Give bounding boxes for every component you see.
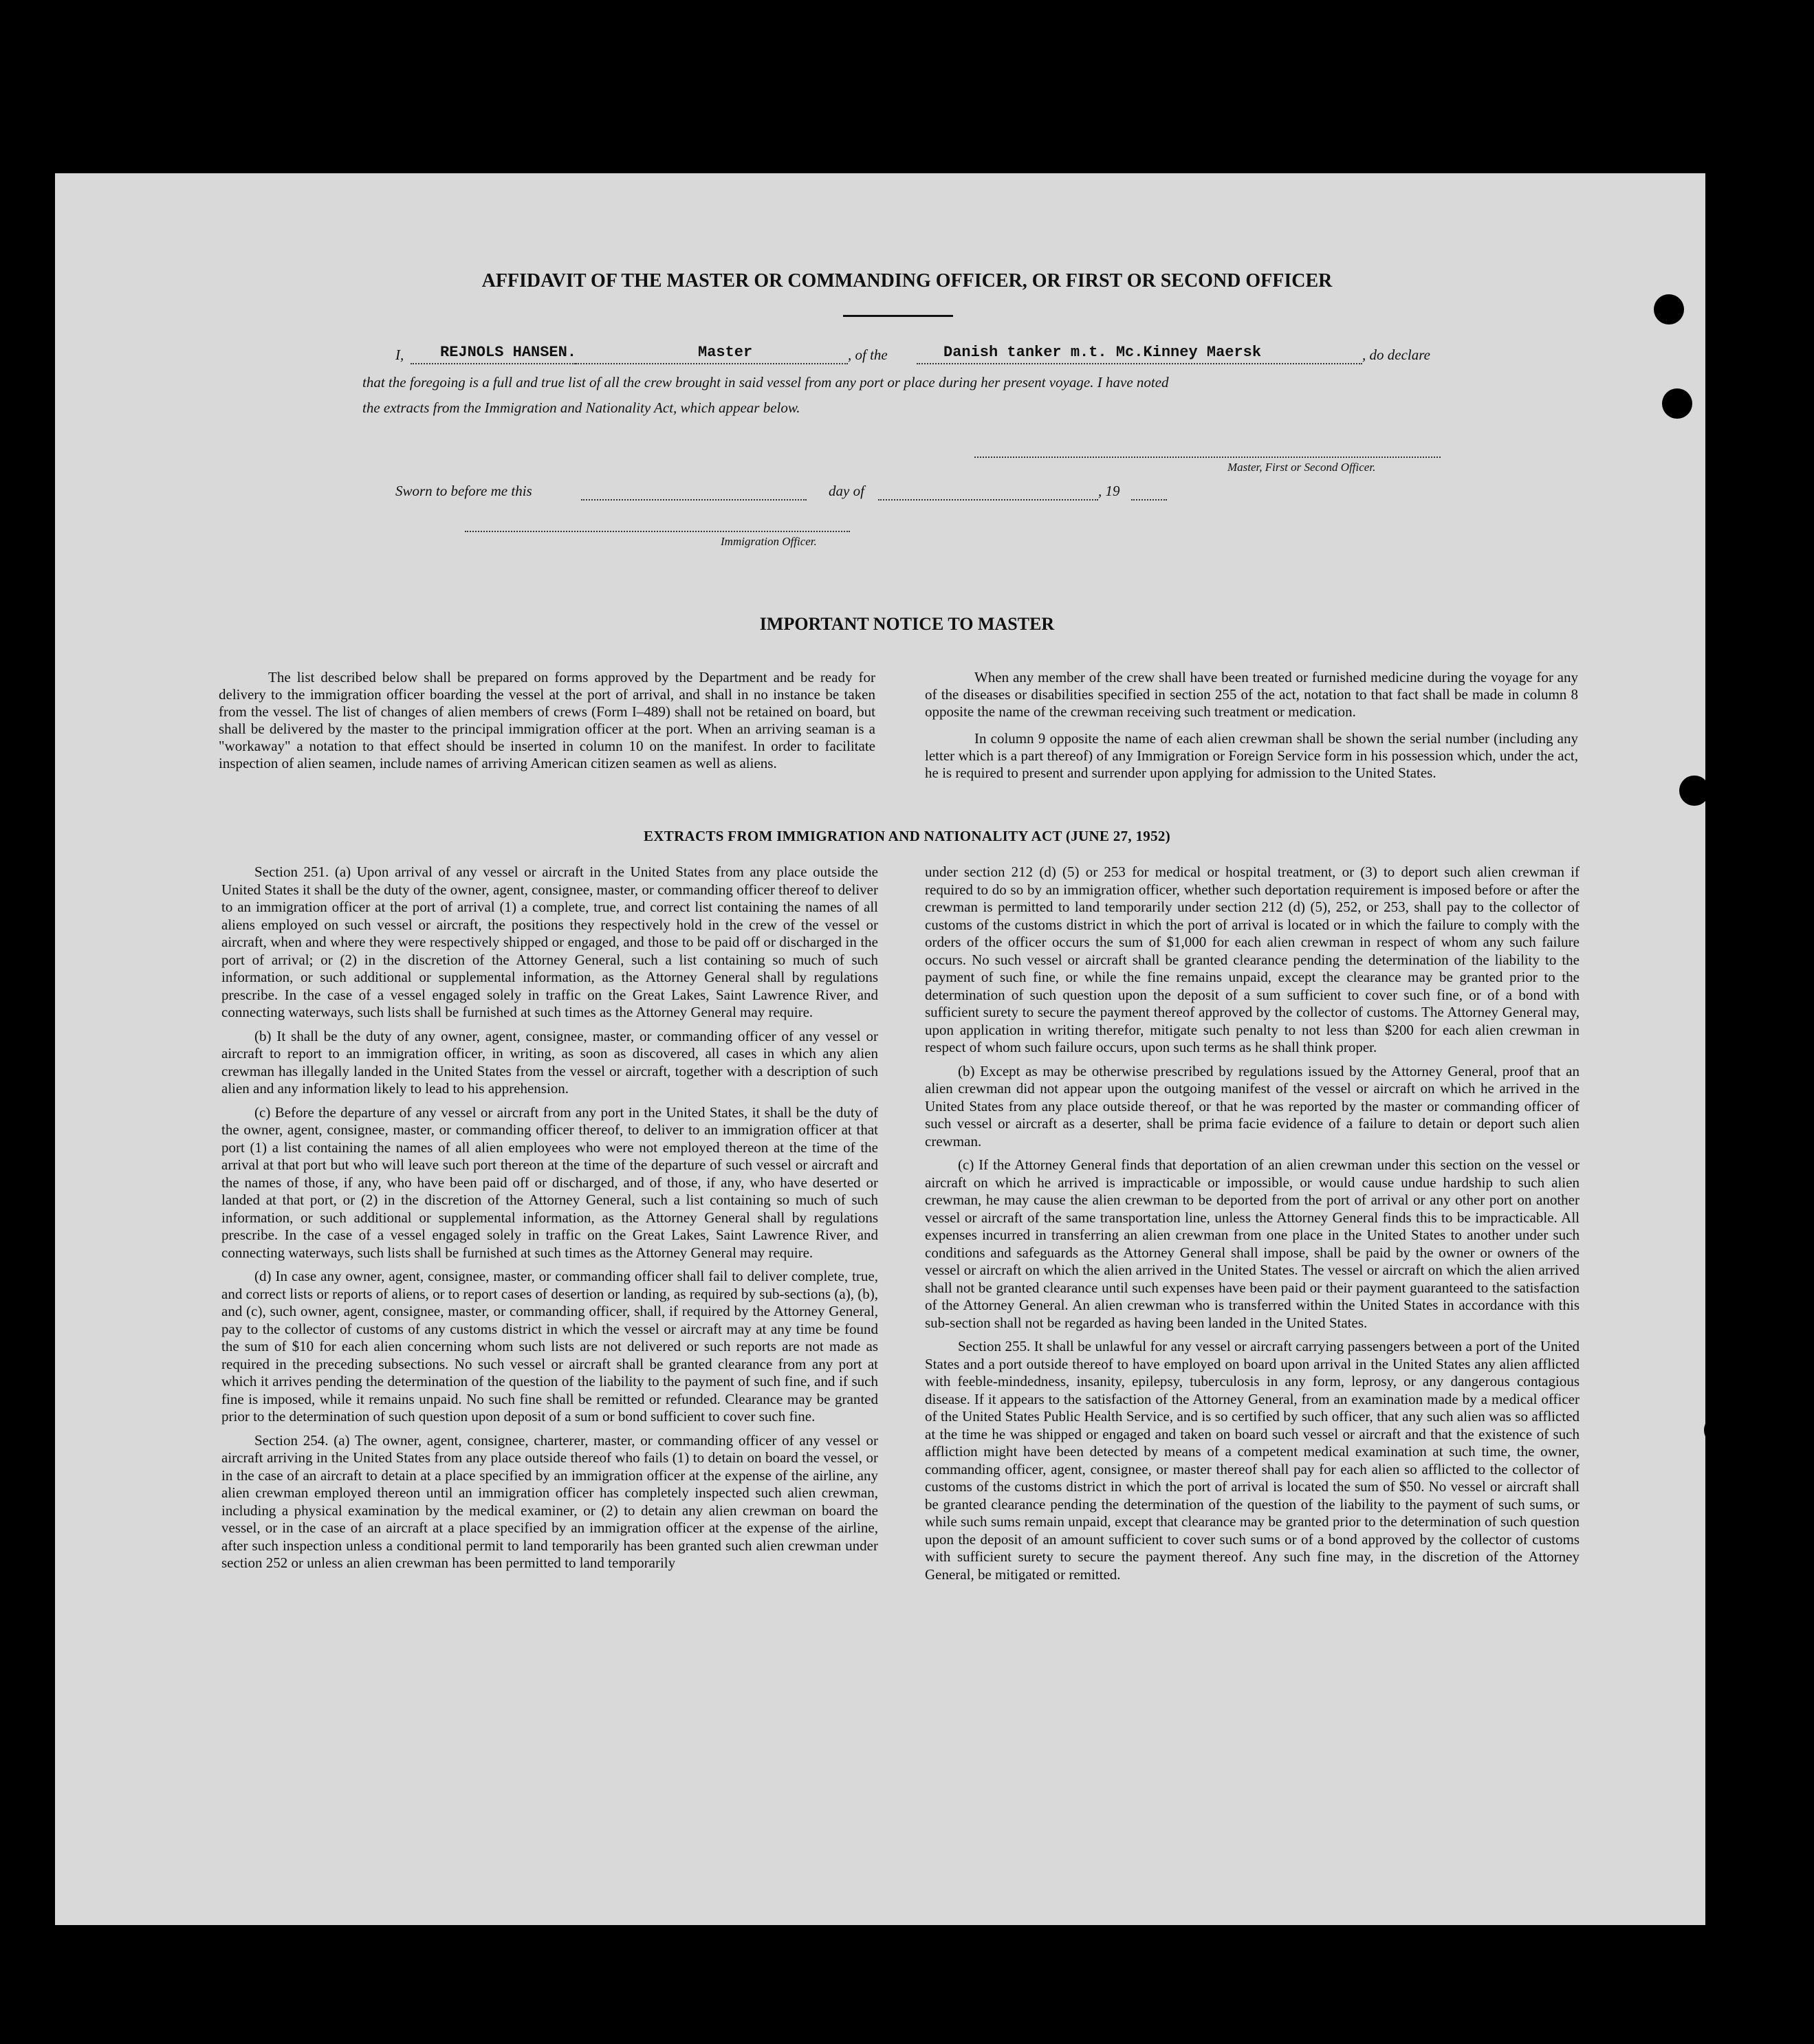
- extracts-right-column: [925, 864, 1580, 1590]
- year-blank: [1131, 499, 1167, 501]
- notice-right-column: [925, 669, 1578, 791]
- notice-title: IMPORTANT NOTICE TO MASTER: [759, 614, 1055, 634]
- officer-signature-line: [974, 457, 1441, 458]
- i-label: I,: [395, 347, 404, 363]
- affidavit-line-3: the extracts from the Immigration and Nationality Act, which appear below.: [362, 399, 800, 416]
- title-divider: [843, 315, 953, 317]
- punch-hole: [1679, 776, 1709, 806]
- vessel-blank: [917, 363, 1362, 364]
- affidavit-title: AFFIDAVIT OF THE MASTER OR COMMANDING OFFICER, OR FIRST OR SECOND OFFICER: [481, 270, 1333, 292]
- act-paragraph: Section 255. It shall be unlawful for any vessel or aircraft carrying passengers between a port of the United States and a port outside thereof to have employed on board upon arrival in the United States any alien afflicted with feeble-mindedness, insanity, epilepsy, tuberculosis in any form, leprosy, or any dangerous contagious disease. If it appears to the satisfaction of the Attorney General, from an examination made by a medical officer of the United States Public Health Service, and is so certified by such officer, that any such alien was so afflicted at the time he was shipped or engaged and taken on board such vessel or aircraft and that the existence of such affliction might have been detected by means of a competent medical examination at such time, the owner, commanding officer, agent, consignee, or master thereof shall pay for each alien so afflicted to the collector of customs of the customs district in which the port of arrival is located the sum of $50. No vessel or aircraft shall be granted clearance pending the determination of the question of the liability to the payment of such sums, or while such sums remain unpaid, except that clearance may be granted prior to the determination of such question upon the deposit of an amount sufficient to cover such sums or of a bond approved by the collector of customs with sufficient surety to secure the payment thereof. Any such fine may, in the discretion of the Attorney General, be mitigated or remitted.: [925, 1338, 1580, 1583]
- vessel-name: Danish tanker m.t. Mc.Kinney Maersk: [943, 344, 1262, 361]
- affidavit-declaration-line: [395, 344, 1441, 369]
- immigration-officer-caption: Immigration Officer.: [721, 535, 817, 548]
- notice-left-column: [219, 669, 875, 782]
- notice-paragraph: In column 9 opposite the name of each alien crewman shall be shown the serial number (including any letter which is a part thereof) of any Immigration or Foreign Service form in his possession which, under the act, he is required to present and surrender upon applying for admission to the United States.: [925, 730, 1578, 781]
- punch-hole: [1662, 388, 1692, 419]
- immigration-officer-signature-line: [465, 531, 850, 532]
- sworn-label: Sworn to before me this: [395, 483, 532, 499]
- act-paragraph: Section 251. (a) Upon arrival of any vessel or aircraft in the United States from any place outside the United States it shall be the duty of the owner, agent, consignee, master, or commanding officer thereof to deliver to an immigration officer at the port of arrival (1) a complete, true, and correct list containing the names of all aliens employed on such vessel or aircraft, the positions they respectively hold in the crew of the vessel or aircraft, when and where they were respectively shipped or engaged, and those to be paid off or discharged in the port of arrival; or (2) in the discretion of the Attorney General, such a list containing so much of such information, or such additional or supplemental information, as the Attorney General shall by regulations prescribe. In the case of a vessel engaged solely in traffic on the Great Lakes, Saint Lawrence River, and connecting waterways, such lists shall be furnished at such times as the Attorney General may require.: [221, 864, 878, 1020]
- master-name: REJNOLS HANSEN.: [440, 344, 577, 361]
- do-declare-label: , do declare: [1362, 347, 1430, 363]
- extracts-heading: EXTRACTS FROM IMMIGRATION AND NATIONALITY ACT (JUNE 27, 1952): [644, 828, 1170, 844]
- act-paragraph: (c) If the Attorney General finds that deportation of an alien crewman under this section on the vessel or aircraft on which he arrived is impracticable or impossible, or would cause undue hardship to such alien crewman, he may cause the alien crewman to be deported from the port of arrival or any other port on another vessel or aircraft of the same transportation line, unless the Attorney General finds this to be impracticable. All expenses incurred in transferring an alien crewman from one place in the United States to another under such conditions and safeguards as the Attorney General shall impose, shall be paid by the owner or owners of the vessel or aircraft on which the alien arrived in the United States. The vessel or aircraft on which the alien arrived shall not be granted clearance until such expenses have been paid or their payment guaranteed to the satisfaction of the Attorney General. An alien crewman who is transferred within the United States in accordance with this sub-section shall not be regarded as having been landed in the United States.: [925, 1156, 1580, 1331]
- sworn-line: [395, 483, 1186, 507]
- rank-blank: [576, 363, 848, 364]
- day-of-label: day of: [829, 483, 864, 499]
- officer-caption: Master, First or Second Officer.: [1227, 461, 1376, 474]
- act-paragraph: (c) Before the departure of any vessel or aircraft from any port in the United States, it shall be the duty of the owner, agent, consignee, master, or commanding officer thereof, to deliver to an immigration officer at that port (1) a list containing the names of all alien employees who were not employed thereon at the time of the arrival at that port but who will leave such port thereon at the time of the departure of such vessel or aircraft and the names of those, if any, who have been paid off or discharged, and of those, if any, who have deserted or landed at that port, or (2) in the discretion of the Attorney General, such a list containing so much of such information, or such additional or supplemental information, as the Attorney General shall by regulations prescribe. In the case of a vessel engaged solely in traffic on the Great Lakes, Saint Lawrence River, and connecting waterways, such lists shall be furnished at such times as the Attorney General may require.: [221, 1103, 878, 1261]
- notice-paragraph: The list described below shall be prepared on forms approved by the Department and be ready for delivery to the immigration officer boarding the vessel at the port of arrival, and shall in no instance be taken from the vessel. The list of changes of alien members of crews (Form I–489) shall not be retained on board, but shall be delivered by the master to the principal immigration officer at the port. When an arriving seaman is a "workaway" a notation to that effect should be inserted in column 10 on the manifest. In order to facilitate inspection of alien seamen, include names of arriving American citizen seamen as well as aliens.: [219, 669, 875, 771]
- punch-hole: [1704, 1415, 1734, 1445]
- year-label: , 19: [1098, 483, 1120, 499]
- act-paragraph: (b) Except as may be otherwise prescribed by regulations issued by the Attorney General, proof that an alien crewman did not appear upon the outgoing manifest of the vessel or aircraft on which he arrived in the United States from any place outside thereof, or that he was reported by the master or commanding officer of such vessel or aircraft as a deserter, shall be prima facie evidence of a failure to detain or deport such alien crewman.: [925, 1062, 1580, 1150]
- of-the-label: , of the: [848, 347, 888, 363]
- day-blank: [581, 499, 807, 501]
- month-blank: [878, 499, 1098, 501]
- act-paragraph: (b) It shall be the duty of any owner, agent, consignee, master, or commanding officer of any vessel or aircraft to report to an immigration officer, in writing, as soon as discovered, all cases in which any alien crewman has illegally landed in the United States from the vessel or aircraft, together with a description of such alien and any information likely to lead to his apprehension.: [221, 1027, 878, 1097]
- act-paragraph: under section 212 (d) (5) or 253 for medical or hospital treatment, or (3) to deport such alien crewman if required to do so by an immigration officer, whether such deportation requirement is imposed before or after the crewman is permitted to land temporarily under section 212 (d) (5), 252, or 253, shall pay to the collector of customs of the customs district in which the port of arrival is located or in which the failure to comply with the orders of the officer occurs the sum of $1,000 for each alien crewman in respect of whom any such failure occurs. No such vessel or aircraft shall be granted clearance pending the determination of the liability to the payment of such fine, or while the fine remains unpaid, except the clearance may be granted prior to the determination of such question upon the deposit of a sum sufficient to cover such fine, or of a bond with sufficient surety to secure the payment thereof approved by the collector of customs. The Attorney General may, upon application in writing therefor, mitigate such penalty to not less than $200 for each alien crewman in respect of whom such failure occurs, upon such terms as he shall think proper.: [925, 864, 1580, 1055]
- notice-paragraph: When any member of the crew shall have been treated or furnished medicine during the voyage for any of the diseases or disabilities specified in section 255 of the act, notation to that fact shall be made in column 8 opposite the name of the crewman receiving such treatment or medication.: [925, 669, 1578, 720]
- punch-hole: [1726, 1794, 1756, 1825]
- punch-hole: [1705, 1317, 1736, 1348]
- extracts-left-column: [221, 864, 878, 1579]
- act-paragraph: (d) In case any owner, agent, consignee, master, or commanding officer shall fail to deliver complete, true, and correct lists or reports of aliens, or to report cases of desertion or landing, as required by sub-sections (a), (b), and (c), such owner, agent, consignee, master, or commanding officer, shall, if required by the Attorney General, pay to the collector of customs of any customs district in which the vessel or aircraft may at any time be found the sum of $10 for each alien concerning whom such lists are not delivered or such reports are not made as required in the preceding subsections. No such vessel or aircraft shall be granted clearance from any port at which it arrives pending the determination of the question of the liability to the payment of such fine, and if such fine is imposed, while it remains unpaid. No such fine shall be remitted or refunded. Clearance may be granted prior to the determination of such question upon deposit of a sum or bond sufficient to cover such fine.: [221, 1268, 878, 1425]
- affidavit-line-2: that the foregoing is a full and true list of all the crew brought in said vessel from any port or place during her present voyage. I have noted: [362, 374, 1169, 391]
- name-blank: [411, 363, 576, 364]
- punch-hole: [1654, 294, 1684, 325]
- master-rank: Master: [698, 344, 753, 361]
- act-paragraph: Section 254. (a) The owner, agent, consignee, charterer, master, or commanding officer of any vessel or aircraft arriving in the United States from any place outside thereof who fails (1) to detain on board the vessel, or in the case of an aircraft to detain at a place specified by an immigration officer at the expense of the airline, any alien crewman employed thereon until an immigration officer has completely inspected such alien crewman, including a physical examination by the medical examiner, or (2) to detain any alien crewman on board the vessel, or in the case of an aircraft at a place specified by an immigration officer at the expense of the airline, after such inspection unless a conditional permit to land temporarily has been granted such alien crewman under section 252 or unless an alien crewman has been permitted to land temporarily: [221, 1431, 878, 1571]
